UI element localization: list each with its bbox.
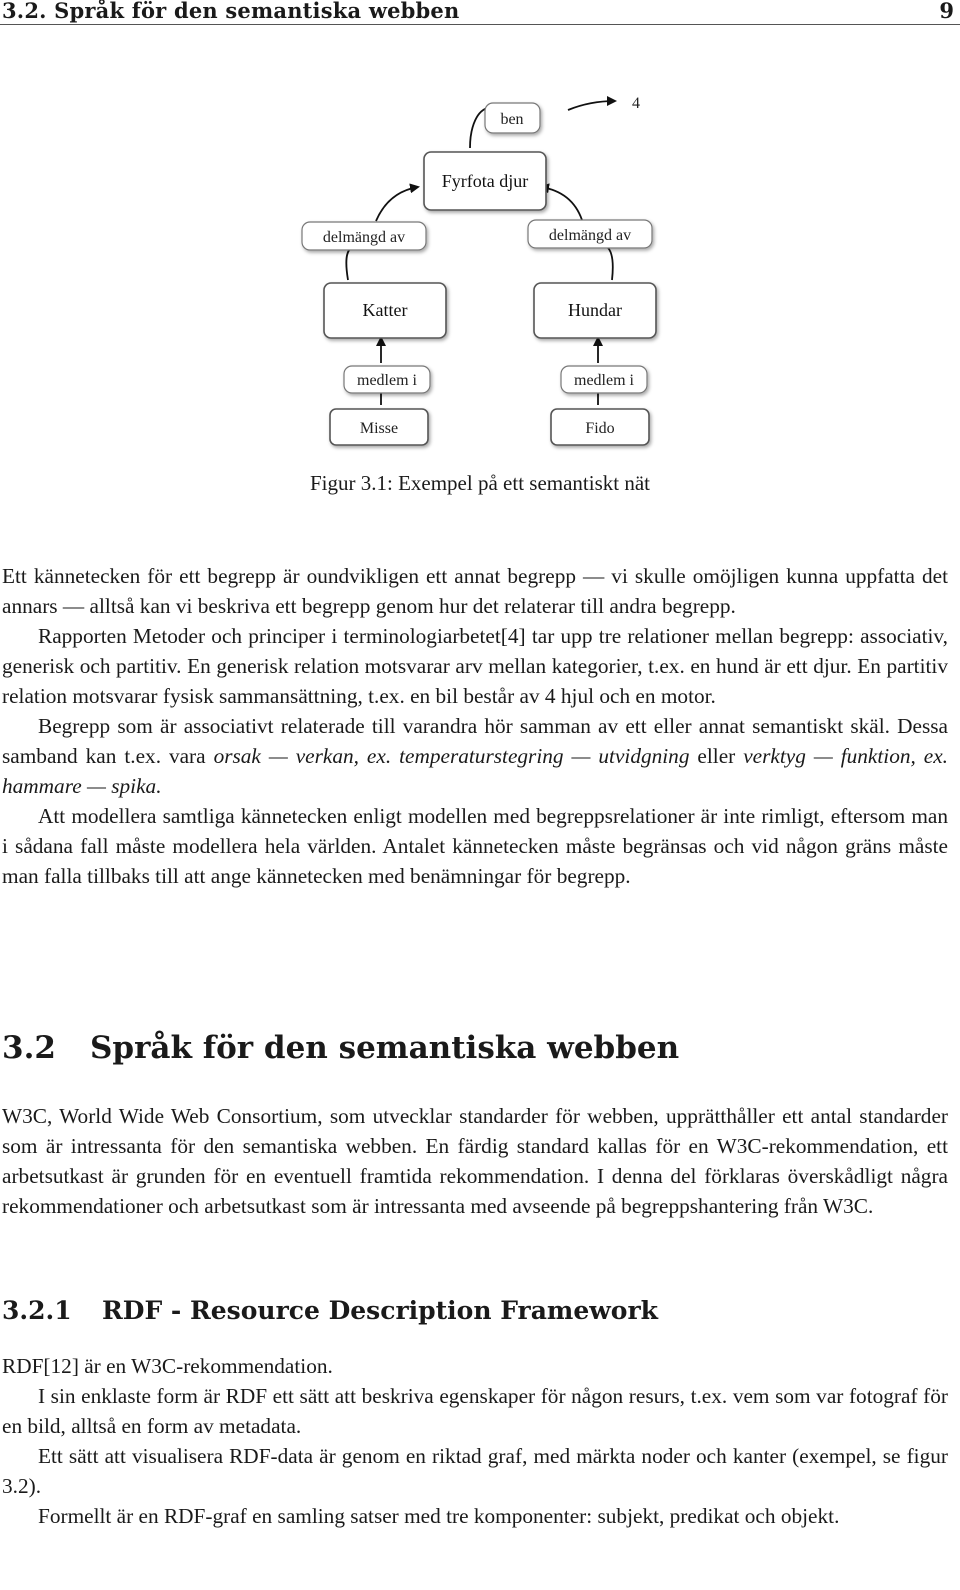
node-fido <box>551 409 649 445</box>
intro-p3-start: Begrepp som är associativt relaterade till varandra hör samman av ett eller annat semantiskt skäl. Dessa samband kan t.ex. vara <box>2 714 948 768</box>
svg-text:delmängd av: delmängd av <box>322 229 406 246</box>
edge-label-medlem-right <box>561 366 647 393</box>
figure-caption: Figur 3.1: Exempel på ett semantiskt nät <box>309 471 651 495</box>
section-text <box>2 1101 948 1221</box>
edge-label-medlem-left <box>344 366 430 393</box>
subsection-heading <box>2 1296 658 1325</box>
svg-text:Fyrfota djur: Fyrfota djur <box>441 171 529 191</box>
header-section-title: 3.2. Språk för den semantiska webben <box>2 0 460 23</box>
node-hundar <box>534 283 656 338</box>
svg-text:Fido: Fido <box>585 420 615 437</box>
section-heading <box>2 1030 679 1066</box>
edge-label-delmangd-left <box>302 222 426 250</box>
edge-katter-delmangd <box>346 248 352 280</box>
edge-label-delmangd-right <box>528 220 652 248</box>
intro-p3-example-1: orsak — verkan, ex. temperaturstegring — utvidgning <box>213 744 690 768</box>
svg-text:ben: ben <box>500 111 524 128</box>
node-katter <box>324 283 446 338</box>
edge-delmangd-fyrfota-right <box>541 187 582 220</box>
edge-label-ben <box>485 103 540 133</box>
intro-paragraph-4: Att modellera samtliga kännetecken enligt modellen med begreppsrelationer är inte rimligt, eftersom man i sådana fall måste modellera hela världen. Antalet kännetecken måste begränsas och vid någon gräns måste man falla tillbaks till att ange kännetecken med benämningar för begrepp. <box>2 804 948 888</box>
svg-text:Hundar: Hundar <box>568 300 622 320</box>
intro-paragraph-1: Ett kännetecken för ett begrepp är oundvikligen ett annat begrepp — vi skulle omöjligen kunna uppfatta det annars — alltså kan vi beskriva ett begrepp genom hur det relaterar till andra begrepp. <box>2 564 948 618</box>
intro-paragraph-2: Rapporten Metoder och principer i terminologiarbetet[4] tar upp tre relationer mellan begrepp: associativ, generisk och partitiv. En generisk relation motsvarar arv mellan kategorier, t.ex. en hund är ett djur. En partitiv relation motsvarar fysisk sammansättning, t.ex. en bil består av 4 hjul och en motor. <box>2 624 948 708</box>
edge-ben-4 <box>568 101 615 110</box>
svg-text:Misse: Misse <box>359 420 399 437</box>
edge-delmangd-fyrfota-left <box>376 187 418 221</box>
section-paragraph-1: W3C, World Wide Web Consortium, som utvecklar standarder för webben, upprätthåller ett antal standarder som är intressanta för den semantiska webben. En färdig standard kallas för en W3C-rekommendation, ett arbetsutkast är grunden för en eventuell framtida rekommendation. I denna del förklaras överskådligt några rekommendationer och arbetsutkast som är intressanta med avseende på begreppshantering från W3C. <box>2 1104 948 1218</box>
subsection-paragraph-1: RDF[12] är en W3C-rekommendation. <box>2 1354 333 1378</box>
subsection-paragraph-2: I sin enklaste form är RDF ett sätt att beskriva egenskaper för någon resurs, t.ex. vem som var fotograf för en bild, alltså en form av metadata. <box>2 1384 948 1438</box>
section-title: Språk för den semantiska webben <box>90 1030 680 1066</box>
subsection-paragraph-4: Formellt är en RDF-graf en samling satser med tre komponenter: subjekt, predikat och objekt. <box>38 1504 840 1528</box>
svg-text:medlem i: medlem i <box>574 372 634 389</box>
intro-paragraph-3 <box>2 711 948 801</box>
node-fyrfota-djur <box>424 152 546 210</box>
subsection-number: 3.2.1 <box>2 1296 72 1325</box>
subsection-title: RDF - Resource Description Framework <box>102 1296 658 1325</box>
intro-text <box>2 561 948 891</box>
node-misse <box>330 409 428 445</box>
intro-p3-example-2: verktyg — funktion, ex. hammare — spika. <box>2 744 949 798</box>
subsection-paragraph-3: Ett sätt att visualisera RDF-data är genom en riktad graf, med märkta noder och kanter (exempel, se figur 3.2). <box>2 1444 948 1498</box>
svg-text:Katter: Katter <box>362 300 408 320</box>
edge-hundar-delmangd <box>606 246 613 280</box>
semantic-network-figure <box>0 0 960 460</box>
edge-value-4: 4 <box>632 95 640 112</box>
semantic-network-diagram <box>0 0 960 460</box>
subsection-text <box>2 1351 948 1531</box>
svg-text:medlem i: medlem i <box>357 372 417 389</box>
svg-text:delmängd av: delmängd av <box>548 227 632 244</box>
intro-p3-middle: eller <box>689 744 744 768</box>
section-number: 3.2 <box>2 1030 56 1066</box>
header-page-number: 9 <box>939 0 954 23</box>
